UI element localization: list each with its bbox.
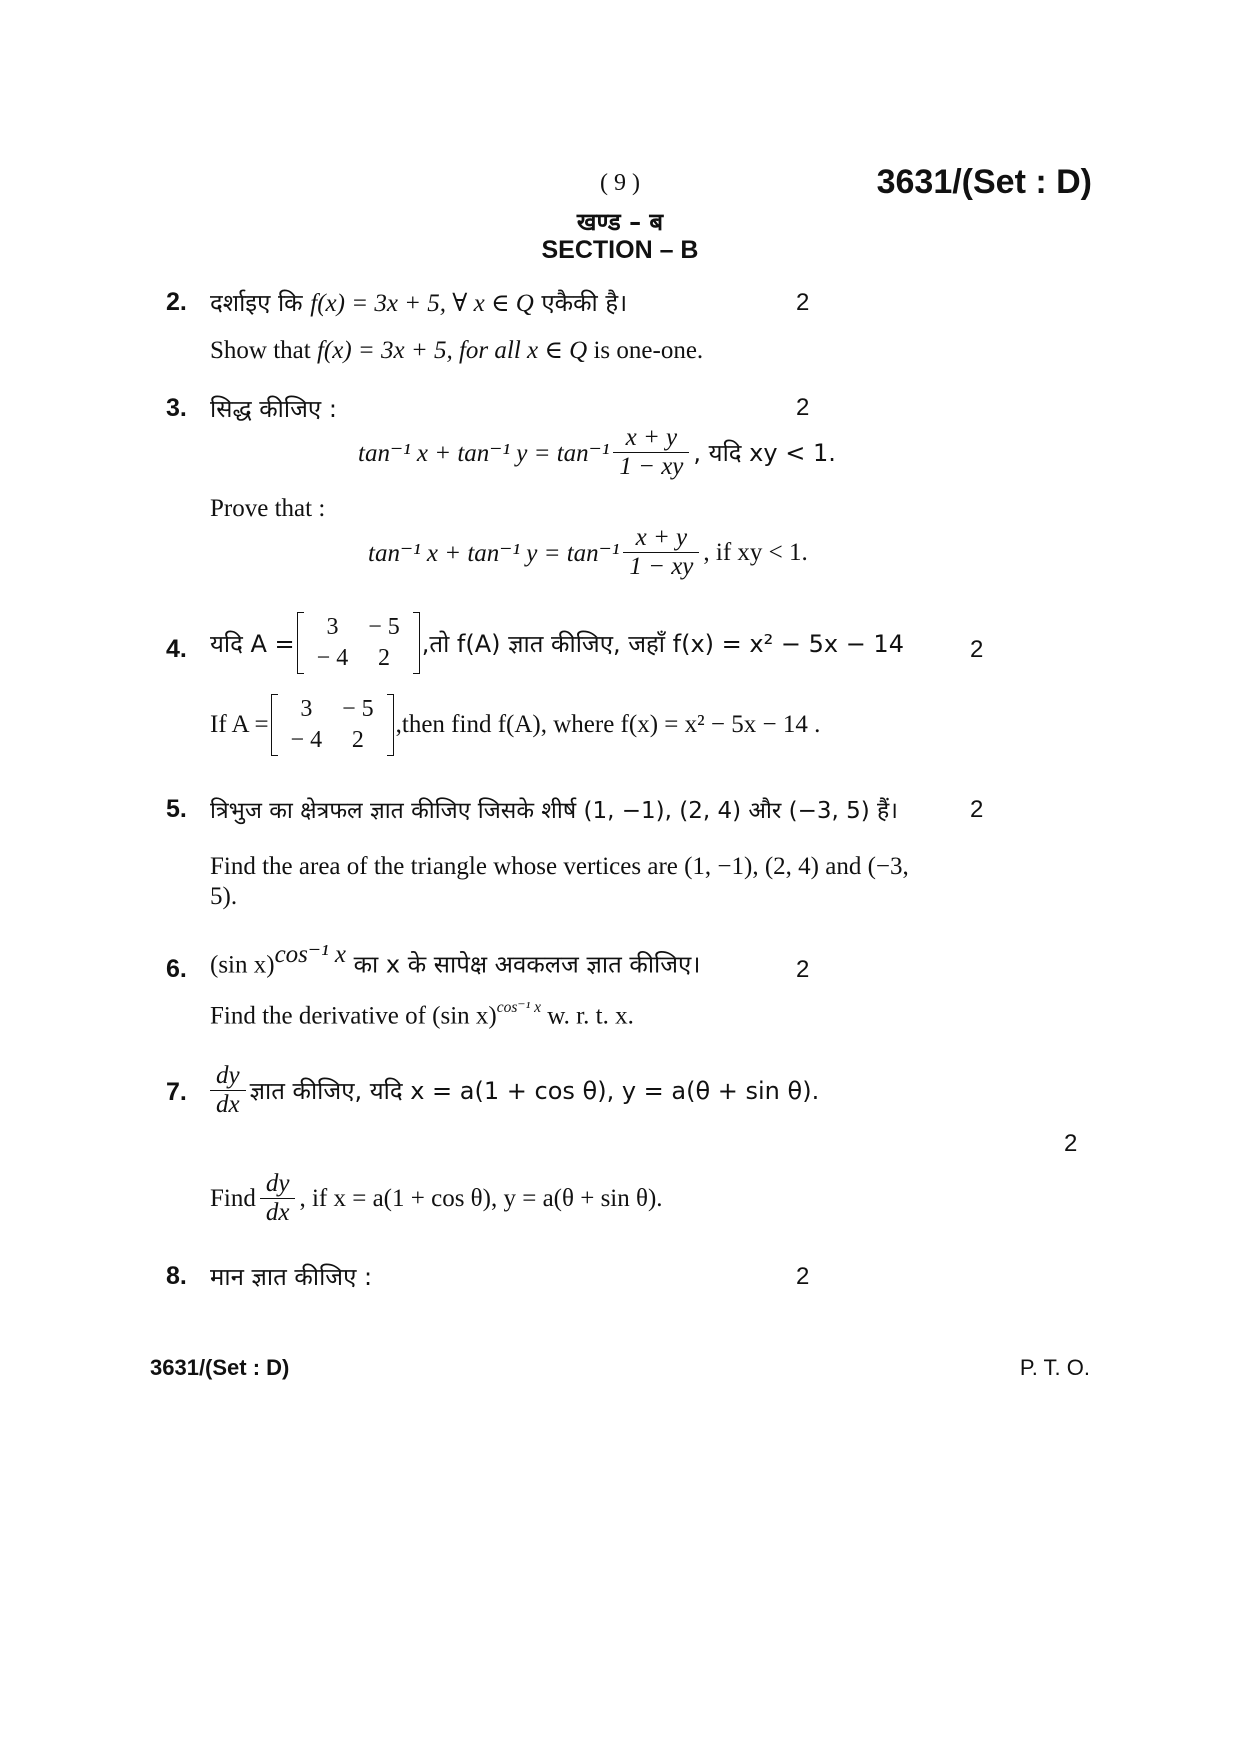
section-title-hindi: खण्ड – ब bbox=[576, 208, 664, 236]
question-7-hindi bbox=[206, 1062, 819, 1119]
q3-eq-lhs: tan⁻¹ x + tan⁻¹ y = tan⁻¹ bbox=[358, 439, 610, 467]
q3-eq-numerator-en: x + y bbox=[635, 524, 688, 551]
matrix-cell: − 4 bbox=[316, 645, 349, 671]
question-number-3: 3. bbox=[166, 394, 187, 422]
q2-hindi-post: एकैकी है। bbox=[533, 289, 628, 317]
q7-hindi-post: ज्ञात कीजिए, यदि x = a(1 + cos θ), y = a(θ + sin θ). bbox=[249, 1077, 820, 1105]
question-2-hindi bbox=[210, 286, 627, 319]
paper-code-header: 3631/(Set : D) bbox=[876, 163, 1092, 201]
q6-hindi-post: का x के सापेक्ष अवकलज ज्ञात कीजिए। bbox=[345, 950, 701, 979]
matrix-cell: 2 bbox=[377, 645, 390, 671]
q3-equation-english bbox=[368, 524, 808, 581]
question-6-english bbox=[210, 1000, 634, 1030]
marks-q4: 2 bbox=[970, 636, 984, 663]
q4-hindi-if: यदि A = bbox=[210, 629, 295, 658]
q7-frac-denominator: dx bbox=[210, 1090, 246, 1119]
pto-label: P. T. O. bbox=[1019, 1355, 1090, 1380]
paper-code-footer: 3631/(Set : D) bbox=[150, 1355, 290, 1380]
matrix-cell: 2 bbox=[351, 727, 364, 753]
section-title-english: SECTION – B bbox=[541, 236, 699, 264]
matrix-cell: − 5 bbox=[368, 614, 400, 640]
q3-eq-fraction bbox=[613, 424, 689, 481]
q3-eq-condition-english: , if xy < 1. bbox=[703, 538, 808, 566]
q4-english-then: ,then find f(A), where f(x) = x² − 5x − 14 . bbox=[395, 711, 821, 738]
q6-base-en: (sin x) bbox=[432, 1002, 497, 1030]
marks-q5: 2 bbox=[970, 796, 984, 823]
q4-english-if: If A = bbox=[210, 711, 269, 738]
question-number-4: 4. bbox=[166, 635, 187, 663]
q4-matrix-hindi bbox=[297, 612, 420, 674]
q7-english-post: , if x = a(1 + cos θ), y = a(θ + sin θ). bbox=[299, 1184, 663, 1212]
question-4-hindi bbox=[210, 612, 904, 674]
q6-english-post: w. r. t. x. bbox=[541, 1002, 634, 1030]
q6-base: (sin x) bbox=[210, 951, 275, 979]
q3-eq-fraction-en bbox=[623, 524, 699, 581]
marks-q2: 2 bbox=[796, 289, 810, 316]
question-5-hindi: त्रिभुज का क्षेत्रफल ज्ञात कीजिए जिसके शीर्ष (1, −1), (2, 4) और (−3, 5) हैं। bbox=[210, 798, 898, 824]
question-6-hindi bbox=[210, 943, 700, 980]
q3-eq-lhs-en: tan⁻¹ x + tan⁻¹ y = tan⁻¹ bbox=[368, 539, 620, 567]
question-4-english bbox=[210, 694, 820, 756]
q2-english-math: f(x) = 3x + 5, for all x ∈ Q bbox=[316, 337, 588, 364]
question-number-6: 6. bbox=[166, 955, 187, 983]
q3-equation-hindi bbox=[358, 424, 836, 481]
marks-q7: 2 bbox=[1064, 1130, 1078, 1157]
question-7-english bbox=[210, 1170, 663, 1227]
matrix-cell: 3 bbox=[300, 696, 313, 722]
marks-q3: 2 bbox=[796, 394, 810, 421]
matrix-cell: − 5 bbox=[342, 696, 374, 722]
question-3-english: Prove that : bbox=[210, 495, 326, 522]
q3-eq-numerator: x + y bbox=[625, 424, 678, 451]
q3-eq-denominator: 1 − xy bbox=[613, 452, 689, 481]
question-number-5: 5. bbox=[166, 795, 187, 823]
question-2-english bbox=[210, 335, 703, 365]
q2-hindi-math: f(x) = 3x + 5, ∀ x ∈ Q bbox=[310, 290, 534, 317]
matrix-cell: 3 bbox=[326, 614, 339, 640]
question-8-hindi: मान ज्ञात कीजिए : bbox=[210, 1263, 373, 1291]
q4-matrix-english bbox=[271, 694, 394, 756]
question-3-hindi: सिद्ध कीजिए : bbox=[210, 395, 337, 423]
q7-frac-numerator-en: dy bbox=[265, 1170, 290, 1197]
q2-english-post: is one-one. bbox=[587, 337, 704, 364]
q2-english-pre: Show that bbox=[210, 337, 317, 364]
q6-exponent: cos⁻¹ x bbox=[274, 941, 346, 969]
q7-frac-numerator: dy bbox=[216, 1062, 240, 1089]
q7-english-pre: Find bbox=[210, 1184, 256, 1212]
q3-eq-condition-hindi: , यदि xy < 1. bbox=[693, 439, 836, 467]
question-number-2: 2. bbox=[166, 288, 187, 316]
marks-q8: 2 bbox=[796, 1263, 810, 1290]
q7-derivative-fraction-en bbox=[260, 1170, 296, 1227]
q4-hindi-then: ,तो f(A) ज्ञात कीजिए, जहाँ f(x) = x² − 5x − 14 bbox=[421, 629, 904, 658]
marks-q6: 2 bbox=[796, 956, 810, 983]
q6-english-pre: Find the derivative of bbox=[210, 1002, 433, 1030]
matrix-cell: − 4 bbox=[290, 727, 323, 753]
question-5-english-line2: 5). bbox=[210, 883, 238, 910]
question-number-7: 7. bbox=[166, 1078, 187, 1106]
q7-frac-denominator-en: dx bbox=[260, 1198, 296, 1227]
question-number-8: 8. bbox=[166, 1262, 187, 1290]
page-number: ( 9 ) bbox=[600, 170, 640, 196]
q2-hindi-pre: दर्शाइए कि bbox=[210, 289, 311, 317]
q7-derivative-fraction bbox=[210, 1062, 246, 1119]
q6-exponent-en: cos⁻¹ x bbox=[496, 998, 541, 1016]
question-5-english-line1: Find the area of the triangle whose vertices are (1, −1), (2, 4) and (−3, bbox=[210, 853, 909, 880]
q3-eq-denominator-en: 1 − xy bbox=[623, 552, 699, 581]
